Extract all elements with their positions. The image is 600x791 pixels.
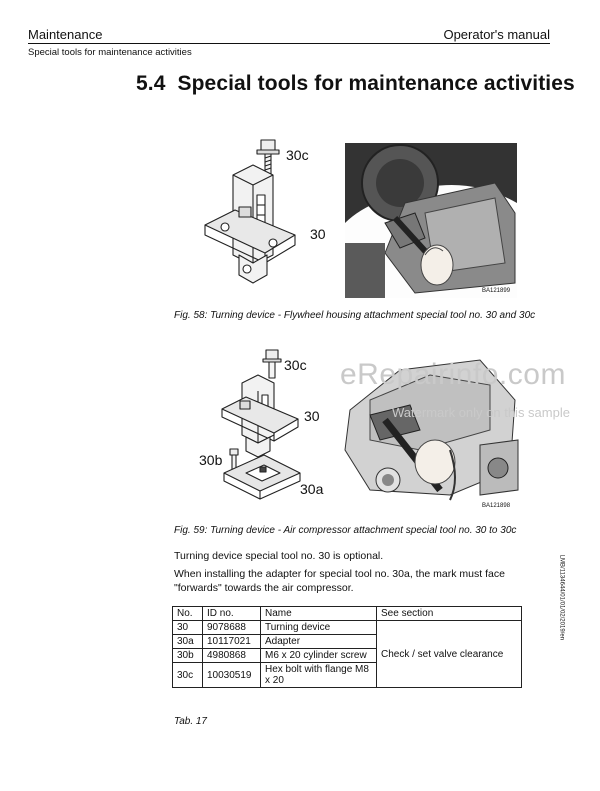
installation-note: When installing the adapter for special tool no. 30a, the mark must face "forwards" towards the air compressor.	[174, 568, 505, 594]
label-30b: 30b	[199, 452, 223, 468]
table-caption: Tab. 17	[174, 716, 207, 727]
cell-name: Adapter	[261, 635, 377, 649]
figure-58-caption: Fig. 58: Turning device - Flywheel housing attachment special tool no. 30 and 30c	[174, 310, 536, 321]
section-heading	[136, 72, 575, 96]
flywheel-housing-photo	[345, 143, 517, 298]
figure-59-caption: Fig. 59: Turning device - Air compressor attachment special tool no. 30 to 30c	[174, 525, 517, 536]
photo-code-2: BA121898	[482, 503, 511, 509]
cell-name: Hex bolt with flange M8 x 20	[261, 663, 377, 688]
photo-code-1: BA121899	[482, 288, 511, 294]
watermark-subtext: Watermark only on this sample	[392, 405, 570, 420]
header-rule	[28, 43, 550, 44]
watermark-text: eRepairinfo.com	[340, 358, 566, 391]
special-tools-table	[172, 606, 522, 688]
cell-no: 30	[173, 621, 203, 635]
cell-name: M6 x 20 cylinder screw	[261, 649, 377, 663]
optional-note: Turning device special tool no. 30 is optional.	[174, 550, 384, 562]
cell-see-section: Check / set valve clearance	[377, 621, 522, 688]
label-30: 30	[310, 226, 326, 242]
label-30-fig59: 30	[304, 408, 320, 424]
cell-id: 9078688	[203, 621, 261, 635]
table-header-row	[173, 607, 522, 621]
section-number: 5.4	[136, 72, 166, 95]
cell-no: 30a	[173, 635, 203, 649]
section-title: Special tools for maintenance activities	[177, 72, 575, 95]
header-manual-title: Operator's manual	[443, 27, 550, 42]
header-no: No.	[173, 607, 203, 621]
cell-no: 30c	[173, 663, 203, 688]
cell-name: Turning device	[261, 621, 377, 635]
header-see-section: See section	[377, 607, 522, 621]
turning-device-drawing	[195, 135, 335, 285]
cell-no: 30b	[173, 649, 203, 663]
cell-id: 10030519	[203, 663, 261, 688]
header-section-title: Maintenance	[28, 27, 103, 42]
cell-id: 4980868	[203, 649, 261, 663]
cell-id: 10117021	[203, 635, 261, 649]
header-subtitle: Special tools for maintenance activities	[28, 47, 192, 58]
table-row	[173, 621, 522, 635]
header-id: ID no.	[203, 607, 261, 621]
label-30c-fig59: 30c	[284, 357, 307, 373]
document-code: LMB/1134644/01/01/02/2019/en	[558, 554, 564, 640]
header-name: Name	[261, 607, 377, 621]
label-30a: 30a	[300, 481, 324, 497]
label-30c: 30c	[286, 147, 309, 163]
